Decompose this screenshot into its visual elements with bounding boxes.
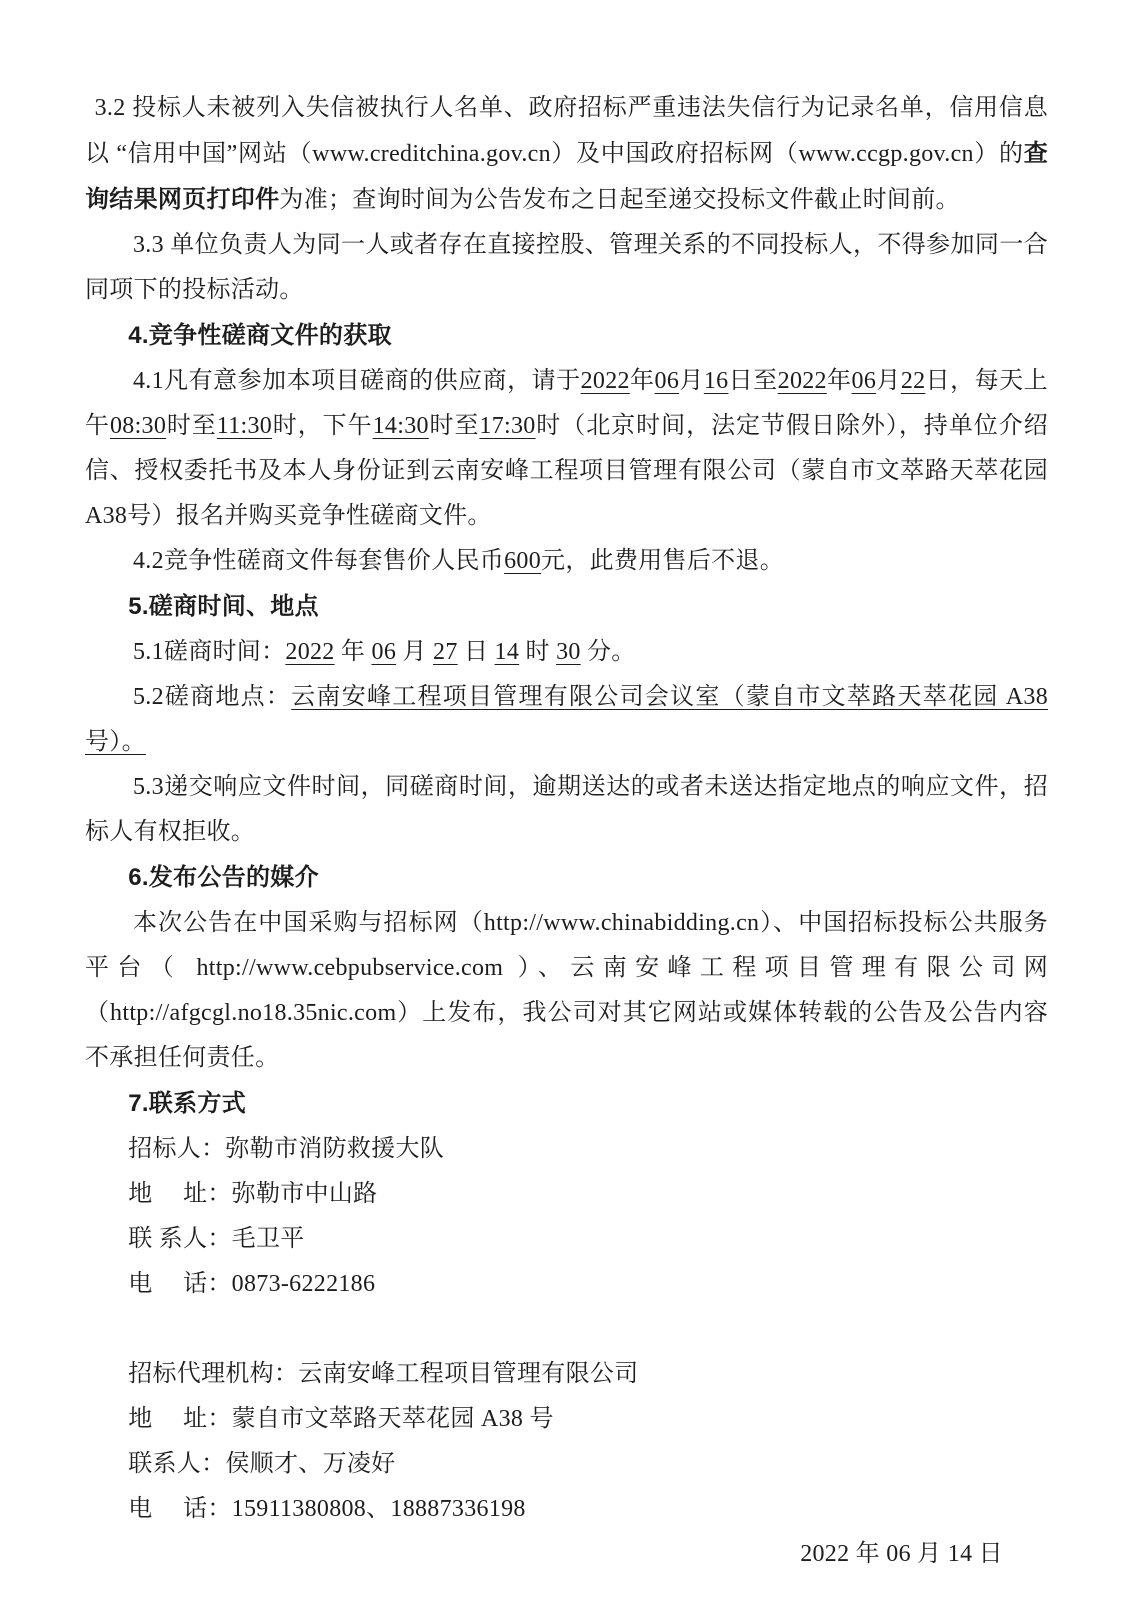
text-run: 时 (519, 639, 557, 665)
tenderer-address-line (85, 1172, 1048, 1217)
text-run: 3.3 单位负责人为同一人或者存在直接控股、管理关系的不同投标人，不得参加同一合同项下的投标活动。 (85, 232, 1048, 303)
clause-5-1 (85, 630, 1048, 675)
text-run: 年 (629, 368, 655, 394)
clause-3-2 (85, 86, 1048, 223)
text-run: 招标人：弥勒市消防救援大队 (128, 1136, 445, 1162)
text-run: 时，下午 (272, 413, 373, 439)
date-line (85, 1532, 1048, 1577)
text-run: 4.1凡有意参加本项目磋商的供应商，请于 (133, 368, 581, 394)
heading-5 (85, 584, 1048, 630)
text-run: 时至 (428, 413, 480, 439)
text-run: 14 (494, 639, 520, 665)
text-run: 06 (654, 368, 680, 394)
agency-address-line (85, 1397, 1048, 1442)
clause-3-3 (85, 223, 1048, 313)
text-run: 日，每天上午 (85, 368, 1048, 439)
text-run: 联系人：侯顺才、万凌好 (128, 1451, 396, 1477)
text-run: 17:30 (479, 413, 536, 439)
agency-phone-line (85, 1487, 1048, 1532)
heading-6 (85, 855, 1048, 901)
text-run: 时（北京时间，法定节假日除外），持单位介绍信、授权委托书及本人身份证到云南安峰工程项目管理有限公司（蒙自市文萃路天萃花园A38号）报名并购买竞争性磋商文件。 (85, 413, 1048, 529)
text-run: 日 (457, 639, 495, 665)
text-run: 年 (334, 639, 372, 665)
text-run: 分。 (580, 639, 636, 665)
document-body (85, 86, 1048, 1577)
text-run: 3.2 投标人未被列入失信被执行人名单、政府招标严重违法失信行为记录名单，信用信息以 “信用中国”网站（www.creditchina.gov.cn）及中国政府招标网（www.ccgp.gov.cn）的 (85, 95, 1048, 167)
text-run: 日至 (728, 368, 778, 394)
text-run: 08:30 (109, 413, 167, 439)
text-run: 5.1磋商时间： (133, 639, 286, 665)
text-run: 16 (703, 368, 729, 394)
text-run: 5.磋商时间、地点 (128, 593, 319, 620)
text-run: 14:30 (372, 413, 429, 439)
text-run: 600 (504, 548, 542, 574)
text-run: 元，此费用售后不退。 (541, 548, 785, 574)
media-paragraph (85, 901, 1048, 1081)
text-run: 本次公告在中国采购与招标网（http://www.chinabidding.cn）、中国招标投标公共服务平台（ http://www.cebpubservice.com ）、云南安峰工程项目管理有限公司网（http://afgcgl.no18.35nic.com）上发布，我公司对其它网站或媒体转载的公告及公告内容不承担任何责任。 (85, 910, 1048, 1071)
text-run: 联 系人：毛卫平 (128, 1226, 305, 1252)
agency-line (85, 1352, 1048, 1397)
text-run: 22 (900, 368, 926, 394)
text-run: 为准；查询时间为公告发布之日起至递交投标文件截止时间前。 (279, 187, 960, 213)
text-run: 查询结果网页打印件 (85, 140, 1048, 213)
text-run: 4.竞争性磋商文件的获取 (128, 322, 392, 349)
text-run: 4.2竞争性磋商文件每套售价人民币 (133, 548, 505, 574)
text-run: 时至 (166, 413, 217, 439)
text-run: 5.2磋商地点： (133, 684, 292, 710)
clause-5-3 (85, 765, 1048, 855)
text-run: 6.发布公告的媒介 (128, 864, 319, 891)
tenderer-phone-line (85, 1262, 1048, 1307)
text-run: 年 (826, 368, 852, 394)
text-run: 06 (851, 368, 877, 394)
text-run: 月 (396, 639, 434, 665)
clause-4-2 (85, 539, 1048, 584)
text-run: 27 (433, 639, 458, 665)
text-run: 云南安峰工程项目管理有限公司会议室（蒙自市文萃路天萃花园 A38 号）。 (85, 684, 1048, 755)
text-run: 电 话：0873-6222186 (128, 1271, 376, 1297)
clause-5-2 (85, 675, 1048, 765)
text-run: 5.3递交响应文件时间，同磋商时间，逾期送达的或者未送达指定地点的响应文件，招标人有权拒收。 (85, 774, 1048, 845)
text-run: 2022 年 06 月 14 日 (800, 1541, 1003, 1567)
text-run: 11:30 (216, 413, 273, 439)
text-run: 月 (876, 368, 901, 394)
agency-contact-line (85, 1442, 1048, 1487)
heading-7 (85, 1081, 1048, 1127)
text-run: 地 址：弥勒市中山路 (128, 1181, 378, 1207)
text-run: 30 (556, 639, 581, 665)
text-run: 地 址：蒙自市文萃路天萃花园 A38 号 (128, 1406, 554, 1432)
text-run: 2022 (580, 368, 630, 394)
text-run: 2022 (285, 639, 335, 665)
text-run: 7.联系方式 (128, 1090, 247, 1117)
text-run: 06 (371, 639, 397, 665)
text-run: 招标代理机构：云南安峰工程项目管理有限公司 (128, 1361, 639, 1387)
heading-4 (85, 313, 1048, 359)
tenderer-contact-line (85, 1217, 1048, 1262)
clause-4-1 (85, 359, 1048, 539)
text-run: 电 话：15911380808、18887336198 (128, 1496, 526, 1522)
text-run: 2022 (777, 368, 827, 394)
text-run: 月 (679, 368, 704, 394)
blank-line (85, 1307, 1048, 1352)
tenderer-line (85, 1127, 1048, 1172)
